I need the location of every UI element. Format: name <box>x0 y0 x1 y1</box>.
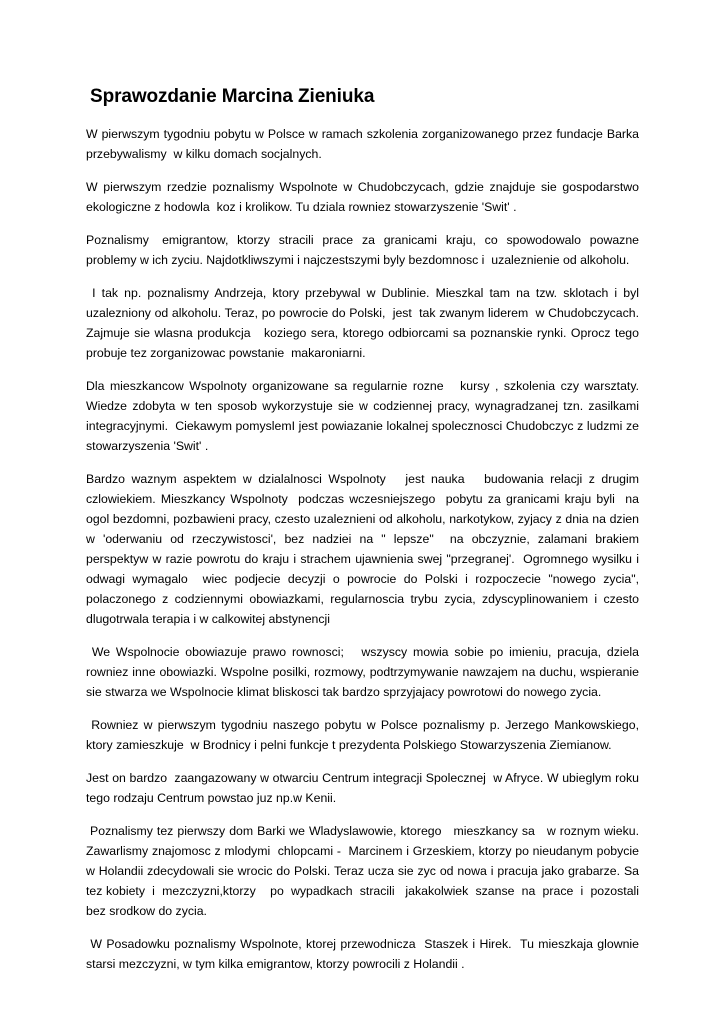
document-title: Sprawozdanie Marcina Zieniuka <box>90 86 375 107</box>
paragraph: Bardzo waznym aspektem w dzialalnosci Wspolnoty jest nauka budowania relacji z drugim czlowiekiem. Mieszkancy Wspolnoty podczas wczesniejszego pobytu za granicami kraju byli na ogol bezdomni, pozbawieni pracy, czesto uzaleznieni od alkoholu, narkotykow, zyjacy z dnia na dzien w 'oderwaniu od rzeczywistosci', bez nadziei na " lepsze" na obczyznie, zalamani brakiem perspektyw w razie powrotu do kraju i strachem ujawnienia swej "przegranej'. Ogromnego wysilku i odwagi wymagalo wiec podjecie decyzji o powrocie do Polski i rozpoczecie "nowego zycia", polaczonego z codziennymi obowiazkami, regularnoscia trybu zycia, zdyscyplinowaniem i czesto dlugotrwala terapia i w calkowitej abstynencji <box>86 472 646 626</box>
paragraph: Poznalismy emigrantow, ktorzy stracili prace za granicami kraju, co spowodowalo powazne problemy w ich zyciu. Najdotkliwszymi i najczestszymi byly bezdomnosc i uzaleznienie od alkoholu. <box>86 233 643 267</box>
paragraph: Poznalismy tez pierwszy dom Barki we Wladyslawowie, ktorego mieszkancy sa w roznym wieku. Zawarlismy znajomosc z mlodymi chlopcami - Marcinem i Grzeskiem, ktorzy po nieudanym pobycie w Holandii zdecydowali sie wrocic do Polski. Teraz ucza sie zyc od nowa i pracuja jako grabarze. Sa tez kobiety i mezczyzni,ktorzy po wypadkach stracili jakakolwiek szanse na prace i pozostali bez srodkow do zycia. <box>86 824 646 918</box>
document-body <box>86 124 646 987</box>
paragraph: Rowniez w pierwszym tygodniu naszego pobytu w Polsce poznalismy p. Jerzego Mankowskiego, ktory zamieszkuje w Brodnicy i pelni funkcje t prezydenta Polskiego Stowarzyszenia Ziemianow. <box>86 718 643 752</box>
paragraph: I tak np. poznalismy Andrzeja, ktory przebywal w Dublinie. Mieszkal tam na tzw. sklotach i byl uzalezniony od alkoholu. Teraz, po powrocie do Polski, jest tak zwanym liderem w Chudobczycach. Zajmuje sie wlasna produkcja koziego sera, ktorego odbiorcami sa poznanskie rynki. Oprocz tego probuje tez zorganizowac powstanie makaroniarni. <box>86 286 643 360</box>
paragraph: W pierwszym tygodniu pobytu w Polsce w ramach szkolenia zorganizowanego przez fundacje Barka przebywalismy w kilku domach socjalnych. <box>86 127 643 161</box>
paragraph: Dla mieszkancow Wspolnoty organizowane sa regularnie rozne kursy , szkolenia czy warsztaty. Wiedze zdobyta w ten sposob wykorzystuje sie w codziennej pracy, wynagradzanej tzn. zasilkami integracyjnymi. Ciekawym pomyslemI jest powiazanie lokalnej spolecznosci Chudobczyc z ludzmi ze stowarzyszenia 'Swit' . <box>86 379 643 453</box>
paragraph: W Posadowku poznalismy Wspolnote, ktorej przewodnicza Staszek i Hirek. Tu mieszkaja glownie starsi mezczyzni, w tym kilka emigrantow, ktorzy powrocili z Holandii . <box>86 937 643 971</box>
paragraph: Jest on bardzo zaangazowany w otwarciu Centrum integracji Spolecznej w Afryce. W ubieglym roku tego rodzaju Centrum powstao juz np.w Kenii. <box>86 771 643 805</box>
paragraph: W pierwszym rzedzie poznalismy Wspolnote w Chudobczycach, gdzie znajduje sie gospodarstwo ekologiczne z hodowla koz i krolikow. Tu dziala rowniez stowarzyszenie 'Swit' . <box>86 180 643 214</box>
paragraph: We Wspolnocie obowiazuje prawo rownosci; wszyscy mowia sobie po imieniu, pracuja, dziela rowniez inne obowiazki. Wspolne posilki, rozmowy, podtrzymywanie nawzajem na duchu, wspieranie sie stwarza we Wspolnocie klimat bliskosci tak bardzo sprzyjajacy powrotowi do nowego zycia. <box>86 645 643 699</box>
